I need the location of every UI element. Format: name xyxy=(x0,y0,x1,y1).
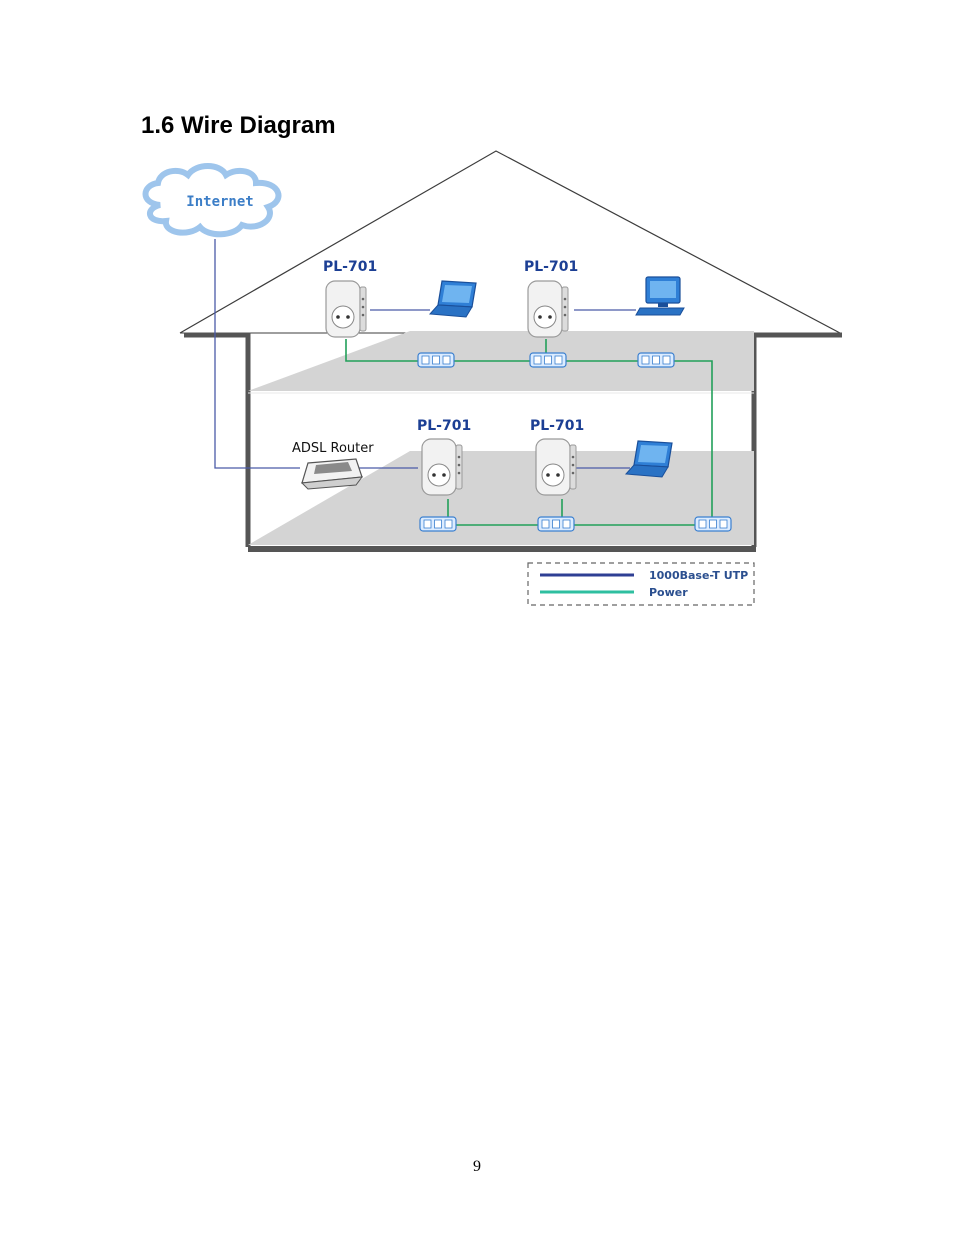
upper-outlet-3 xyxy=(638,353,674,367)
lower-adapter-right-label: PL-701 xyxy=(530,418,585,434)
legend-power-label: Power xyxy=(649,586,688,599)
lower-adapter-right xyxy=(536,439,576,495)
adsl-router xyxy=(302,459,362,489)
section-heading: 1.6 Wire Diagram xyxy=(141,112,336,139)
legend xyxy=(528,563,754,605)
upper-outlet-1 xyxy=(418,353,454,367)
upper-adapter-left-label: PL-701 xyxy=(323,259,378,275)
internet-label: Internet xyxy=(186,194,254,210)
lower-adapter-left xyxy=(422,439,462,495)
wall-right xyxy=(754,335,842,547)
roof-line xyxy=(180,151,840,333)
upper-outlet-2 xyxy=(530,353,566,367)
lower-outlet-2 xyxy=(538,517,574,531)
lower-adapter-left-label: PL-701 xyxy=(417,418,472,434)
router-label: ADSL Router xyxy=(292,441,374,456)
upper-adapter-right-label: PL-701 xyxy=(524,259,579,275)
wall-left xyxy=(184,335,248,547)
upper-adapter-right xyxy=(528,281,568,337)
upper-desktop xyxy=(636,277,684,315)
lower-outlet-3 xyxy=(695,517,731,531)
upper-laptop xyxy=(430,281,476,317)
internet-cloud xyxy=(146,166,279,234)
upper-adapter-left xyxy=(326,281,366,337)
page-number: 9 xyxy=(473,1158,481,1175)
lower-outlet-1 xyxy=(420,517,456,531)
legend-utp-label: 1000Base-T UTP xyxy=(649,569,749,582)
wire-diagram xyxy=(130,145,850,615)
